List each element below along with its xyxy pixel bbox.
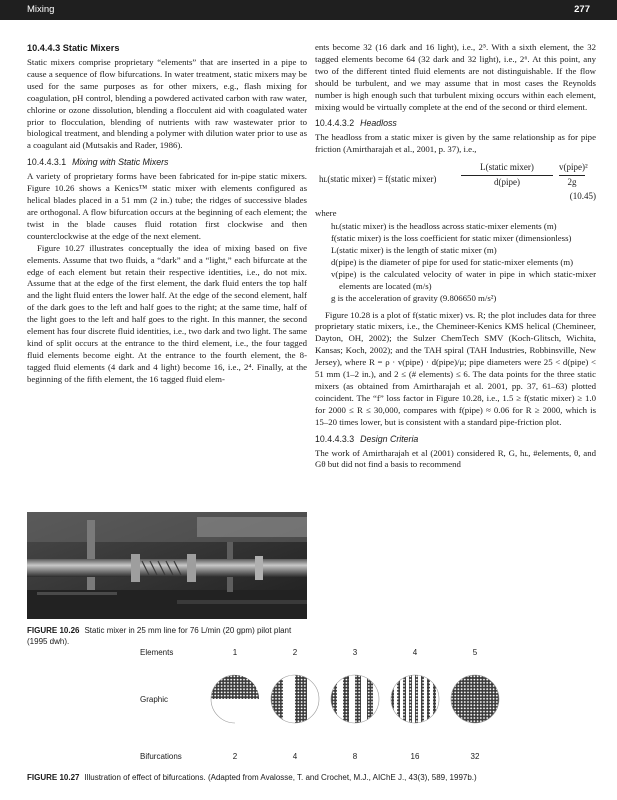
paragraph-headloss: The headloss from a static mixer is given by the same relationship as for pipe friction (Amirtharajah et al., 2001, p. 37), i.e., [315,132,596,155]
row-label-bifurcations: Bifurcations [140,752,182,761]
bifurcation-graphic-2 [271,675,307,723]
figure-10-26-caption [27,626,307,647]
paragraph-design-criteria: The work of Amirtharajah et al (2001) considered R, G, hʟ, #elements, θ, and Gθ but did not find a basis to recommend [315,447,596,470]
bifurcation-count: 32 [470,752,480,761]
figure-caption-text: Static mixer in 25 mm line for 76 L/min (20 gpm) pilot plant (1995 dwh). [27,626,292,646]
right-column [315,42,596,471]
paragraph-figure-1028: Figure 10.28 is a plot of f(static mixer) vs. R; the plot includes data for three proprietary static mixers, i.e., the Chemineer-Kenics KMS helical (Chemineer, Dayton, OH, 2002); the Sulzer ChemTech SMV (Koch-Glitsch, Wichita, Kansas; Koch, 2002); and the TAH spiral (TAH Industries, Robbinsville, New Jersey), where R = ρ · v(pipe) · d(pipe)/μ; pipe diameters were 25 < d(pipe) < 51 mm (1–2 in.), and 2 ≤ (# elements) ≤ 6. The data points for the three static mixers (as obtained from Amirtharajah et al. 2001, pp. 37, 61–63) plotted coincident. The “f” loss factor in Figure 10.28, i.e., 1.5 ≥ f(static mixer) ≥ 1.0 for 2000 ≤ R ≤ 30,000, compares with f(pipe) ≈ 0.06 for R ≥ 2000, which is 15–20 times lower, but is consistent with a standard pipe-friction plot. [315,309,596,427]
equation-10-45 [315,162,596,204]
variable-definitions [315,221,596,304]
paragraph-kenics: A variety of proprietary forms have been fabricated for in-pipe static mixers. Figure 10.26 shows a Kenics™ static mixer with elements configured as helical blades placed in a 51 mm (2 in.) tube; the ridges of successive blades are orthogonal. A flow bifurcation occurs at the beginning of each element; the twist in the blade causes fluid rotation first clockwise and then counterclockwise at the edge of the next element. [27,171,307,241]
bifurcation-count: 16 [410,752,420,761]
page-number: 277 [574,4,590,15]
figure-label: FIGURE 10.26 [27,626,80,635]
subsection-heading-mixing [27,156,307,168]
definition-item: f(static mixer) is the loss coefficient for static mixer (dimensionless) [331,233,572,244]
fraction-numerator: L(static mixer) [461,162,553,176]
subsection-heading-design [315,433,596,445]
paragraph-bifurcation: Figure 10.27 illustrates conceptually the idea of mixing based on five elements. Assume that two fluids, a “dark” and a “light,” each bifurcate at the edge of each element but retain their respective identities, i.e., do not mix. Assume that at the edge of the first element, the dark fluid enters the top half and the light fluid enters the lower half. At the edge of the second element, half of the dark goes to the left and half goes to the right; at the same time, half of the light goes to the left and half goes to the right. In this manner, the second element has four discrete fluid identities, i.e., two dark and two light. The same kind of split occurs at the entrance to the third element, i.e., the four tagged fluid elements become eight. At the entrance to the fourth element, the 8-tagged fluid elements (4 dark and 4 light) become 16, i.e., 2⁴. Finally, at the beginning of the fifth element, the 16 tagged fluid elem- [27,242,307,384]
fraction-denominator: 2g [567,177,577,188]
subsection-heading-headloss [315,117,596,129]
section-heading-static-mixers: 10.4.4.3 Static Mixers [27,43,120,53]
equation-number: (10.45) [569,191,596,202]
bifurcation-count: 8 [352,752,358,761]
subsection-number: 10.4.4.3.2 [315,118,355,129]
equation-fraction-velocity [559,162,588,189]
element-number: 3 [352,648,358,657]
equation-fraction-length [461,162,553,189]
subsection-number: 10.4.4.3.3 [315,433,355,444]
row-label-elements: Elements [140,648,174,657]
element-number: 4 [412,648,418,657]
bifurcation-count: 4 [292,752,298,761]
where-label: where [315,208,337,219]
figure-caption-text: Illustration of effect of bifurcations. (Adapted from Avalosse, T. and Crochet, M.J., AIChE J., 43(3), 589, 1997b.) [84,773,477,782]
fraction-denominator: d(pipe) [494,177,520,188]
subsection-title: Headloss [360,118,397,129]
definition-item: hʟ(static mixer) is the headloss across static-mixer elements (m) [331,221,557,232]
subsection-title: Mixing with Static Mixers [72,157,169,168]
definition-item: d(pipe) is the diameter of pipe for used for static-mixer elements (m) [331,256,574,267]
static-mixer-photo-drawing [27,512,307,619]
subsection-title: Design Criteria [360,433,419,444]
bifurcation-graphic-1 [211,675,259,699]
static-mixer-photo [27,512,307,619]
element-number: 5 [472,648,478,657]
bifurcation-count: 2 [232,752,238,761]
row-label-graphic: Graphic [140,695,169,704]
element-number: 1 [232,648,238,657]
left-column [27,42,307,386]
fraction-numerator: v(pipe)² [559,162,585,176]
running-head [0,0,617,20]
running-head-section: Mixing [27,4,55,15]
bifurcation-graphics [140,646,580,768]
equation-lhs: hʟ(static mixer) = f(static mixer) [319,174,437,185]
bifurcation-graphic-3 [331,675,373,723]
definition-item: L(static mixer) is the length of static mixer (m) [331,244,497,255]
element-number: 2 [292,648,298,657]
figure-10-27-caption [27,773,592,784]
bifurcation-diagram [140,646,580,768]
definition-item: g is the acceleration of gravity (9.806650 m/s²) [331,292,497,303]
figure-label: FIGURE 10.27 [27,773,80,782]
paragraph-continuation: ents become 32 (16 dark and 16 light), i.e., 2⁵. With a sixth element, the 32 tagged elements become 64 (32 dark and 32 light), i.e., 2⁶. At this point, any two of the different tinted fluid elements are not distinguishable. If the flow should be turbulent, and we may assume that in most cases the Reynolds number is high enough such that turbulent mixing occurs within each element, mixing would be virtually complete at the end of the second or third element. [315,42,596,112]
subsection-number: 10.4.4.3.1 [27,157,67,168]
paragraph-static-mixers-intro: Static mixers comprise proprietary “elements” that are inserted in a pipe to cause a sequence of flow bifurcations. In water treatment, static mixers may be used for the same purposes as for other mixers, e.g., flash mixing for coagulation, pH control, blending a powdered activated carbon with raw water, chlorine or ozone dissolution, blending a flocculent aid with coagulated water prior to flocculation, blending of nutrients with raw wastewater prior to biological treatment, and blending a polymer with dilution water prior to use as a coagulant aid (Mutsakis and Rader, 1986). [27,57,307,151]
definition-item: v(pipe) is the calculated velocity of water in pipe in which static-mixer elements are located (m/s) [331,268,596,291]
